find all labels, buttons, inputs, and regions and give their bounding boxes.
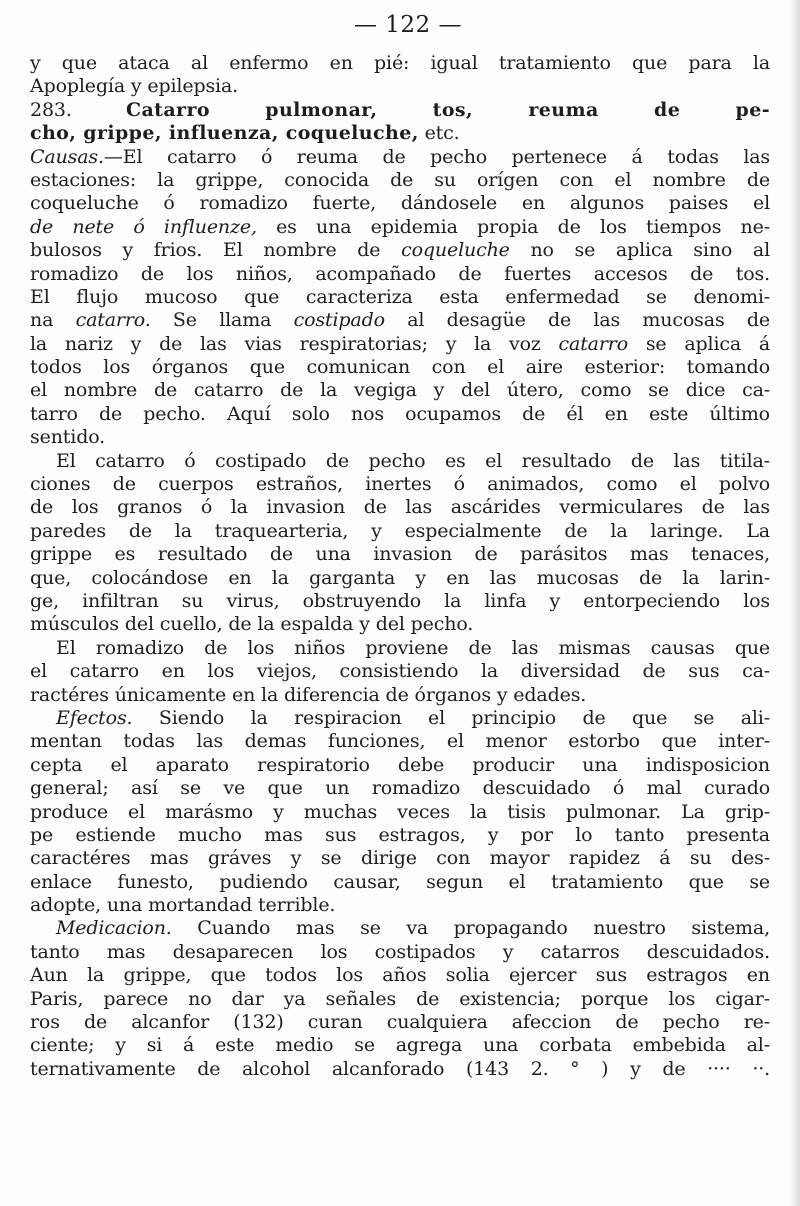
italic-term: catarro.	[75, 309, 151, 332]
text-run: —El catarro ó reuma de pecho pertenece á todas las	[103, 145, 771, 168]
text-run: que, colocándose en la garganta y en las mucosas de la larin-	[30, 566, 771, 589]
text-line	[30, 637, 770, 660]
text-run: Paris, parece no dar ya señales de existencia; porque los cigar-	[30, 987, 771, 1010]
text-line	[30, 871, 770, 894]
text-run: cepta el aparato respiratorio debe producir una indisposicion	[30, 753, 770, 776]
text-run: ge, infiltran su virus, obstruyendo la linfa y entorpeciendo los	[30, 589, 770, 612]
text-line	[30, 543, 770, 566]
text-line	[30, 613, 770, 636]
text-line	[30, 309, 770, 332]
page-edge-shadow	[790, 0, 800, 1206]
text-run: bulosos y frios. El nombre de	[30, 239, 402, 262]
text-line	[30, 590, 770, 613]
text-line	[30, 379, 770, 402]
italic-term: coqueluche	[401, 239, 510, 262]
text-run: paredes de la traquearteria, y especialmente de la laringe. La	[30, 519, 770, 542]
text-line	[30, 403, 770, 426]
text-line	[30, 263, 770, 286]
italic-term: de nete ó influenze,	[30, 215, 257, 238]
text-run: tarro de pecho. Aquí solo nos ocupamos de él en este último	[30, 402, 770, 425]
italic-term: Efectos.	[56, 706, 133, 729]
text-run: todos los órganos que comunican con el aire esterior: tomando	[30, 356, 770, 379]
text-run: de los granos ó la invasion de las ascárides vermiculares de las	[30, 496, 771, 519]
text-line	[30, 1034, 770, 1057]
text-run: estaciones: la grippe, conocida de su orígen con el nombre de	[30, 168, 770, 191]
text-line	[30, 754, 770, 777]
italic-term: catarro	[558, 332, 629, 355]
text-line	[30, 941, 770, 964]
text-line	[30, 426, 770, 449]
text-run: na	[30, 309, 76, 332]
text-line	[30, 192, 770, 215]
text-run: al desagüe de las mucosas de	[384, 309, 770, 332]
text-line	[30, 146, 770, 169]
text-run: 283.	[30, 98, 72, 121]
text-run: es una epidemia propia de los tiempos ne-	[256, 215, 770, 238]
italic-term: Causas.	[30, 145, 104, 168]
text-line	[30, 894, 770, 917]
text-run: Siendo la respiracion el principio de que se ali-	[132, 706, 771, 729]
text-line	[30, 473, 770, 496]
text-run: etc.	[418, 122, 460, 145]
text-line	[30, 847, 770, 870]
text-run: adopte, una mortandad terrible.	[30, 894, 336, 917]
text-line	[30, 496, 770, 519]
text-line	[30, 684, 770, 707]
text-run: sentido.	[30, 426, 106, 449]
text-run: pe estiende mucho mas sus estragos, y por lo tanto presenta	[30, 823, 770, 846]
text-run: Apoplegía y epilepsia.	[30, 75, 239, 98]
text-line	[30, 917, 770, 940]
text-run: ros de alcanfor (132) curan cualquiera afeccion de pecho re-	[30, 1011, 770, 1034]
text-run: El romadizo de los niños proviene de las mismas causas que	[56, 636, 771, 659]
text-run: enlace funesto, pudiendo causar, segun el tratamiento que se	[30, 870, 771, 893]
text-run: general; así se ve que un romadizo descuidado ó mal curado	[30, 777, 771, 800]
text-run: y que ataca al enfermo en pié: igual tratamiento que para la	[30, 52, 771, 74]
text-run: Aun la grippe, que todos los años solia ejercer sus estragos en	[30, 964, 770, 987]
text-line	[30, 286, 770, 309]
italic-term: Medicacion.	[56, 917, 172, 940]
text-line	[30, 239, 770, 262]
text-line	[30, 730, 770, 753]
text-run: coqueluche ó romadizo fuerte, dándosele en algunos paises el	[30, 192, 771, 215]
text-line	[30, 520, 770, 543]
text-line	[30, 964, 770, 987]
text-run: grippe es resultado de una invasion de parásitos mas tenaces,	[30, 543, 770, 566]
text-run: se aplica á	[628, 332, 771, 355]
text-line	[30, 988, 770, 1011]
text-run: ractéres únicamente en la diferencia de órganos y edades.	[30, 683, 587, 706]
text-line	[30, 777, 770, 800]
text-run: caractéres mas gráves y se dirige con mayor rapidez á su des-	[30, 847, 771, 870]
text-line	[30, 169, 770, 192]
text-line	[30, 801, 770, 824]
section-heading: Catarro pulmonar, tos, reuma de pe-	[125, 98, 771, 121]
page-number: — 122 —	[353, 12, 463, 38]
text-line	[30, 707, 770, 730]
italic-term: costipado	[293, 309, 385, 332]
text-run: la nariz y de las vias respiratorias; y la voz	[30, 332, 559, 355]
text-line	[30, 122, 770, 145]
text-run: romadizo de los niños, acompañado de fuertes accesos de tos.	[30, 262, 770, 285]
text-line	[30, 52, 770, 75]
text-line	[30, 333, 770, 356]
text-line	[30, 356, 770, 379]
text-line	[30, 99, 770, 122]
text-line	[30, 450, 770, 473]
text-run: no se aplica sino al	[509, 239, 771, 262]
text-run: mentan todas las demas funciones, el menor estorbo que inter-	[30, 730, 770, 753]
text-run: el catarro en los viejos, consistiendo la diversidad de sus ca-	[30, 660, 771, 683]
text-run: produce el marásmo y muchas veces la tisis pulmonar. La grip-	[30, 800, 771, 823]
text-line	[30, 1011, 770, 1034]
text-run: ciones de cuerpos estraños, inertes ó animados, como el polvo	[30, 473, 771, 496]
body-text	[30, 52, 770, 1081]
text-run: El flujo mucoso que caracteriza esta enfermedad se denomi-	[30, 285, 771, 308]
text-run: músculos del cuello, de la espalda y del pecho.	[30, 613, 474, 636]
section-heading: cho, grippe, influenza, coqueluche,	[30, 122, 419, 145]
text-line	[30, 75, 770, 98]
text-run: el nombre de catarro de la vegiga y del útero, como se dice ca-	[30, 379, 771, 402]
text-line	[30, 1058, 770, 1081]
text-run: Se llama	[150, 309, 294, 332]
text-run: tanto mas desaparecen los costipados y catarros descuidados.	[30, 940, 770, 963]
text-run: ciente; y si á este medio se agrega una corbata embebida al-	[30, 1034, 771, 1057]
text-line	[30, 216, 770, 239]
text-line	[30, 660, 770, 683]
text-run: ternativamente de alcohol alcanforado (143 2. ° ) y de ···· ··.	[30, 1057, 771, 1080]
text-line	[30, 567, 770, 590]
text-line	[30, 824, 770, 847]
text-run: Cuando mas se va propagando nuestro sistema,	[171, 917, 770, 940]
text-run: El catarro ó costipado de pecho es el resultado de las titila-	[56, 449, 770, 472]
